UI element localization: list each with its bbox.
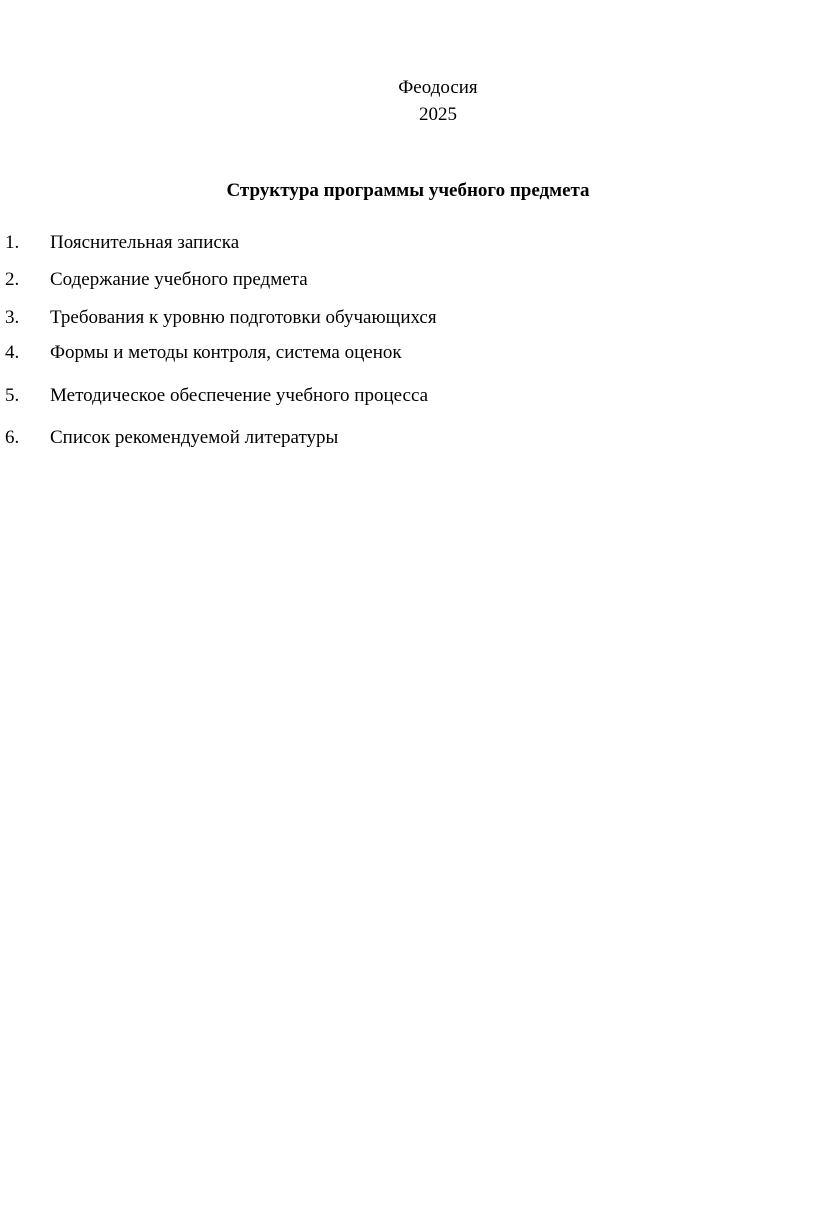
toc-item-2 <box>5 268 795 292</box>
toc-item-1 <box>5 231 795 255</box>
toc-item-number: 6. <box>5 427 20 448</box>
toc-item-text: Формы и методы контроля, система оценок <box>50 342 402 363</box>
toc-item-5 <box>5 384 795 408</box>
toc-item-number: 1. <box>5 232 20 253</box>
city-name: Феодосия <box>398 77 478 98</box>
toc-item-number: 5. <box>5 385 20 406</box>
year-label: 2025 <box>419 104 457 125</box>
toc-item-number: 3. <box>5 307 20 328</box>
toc-item-text: Содержание учебного предмета <box>50 269 308 290</box>
toc-item-number: 2. <box>5 269 20 290</box>
toc-item-text: Пояснительная записка <box>50 232 240 253</box>
toc-item-text: Список рекомендуемой литературы <box>50 427 339 448</box>
toc-item-text: Требования к уровню подготовки обучающихся <box>50 307 437 328</box>
toc-item-text: Методическое обеспечение учебного процесса <box>50 385 429 406</box>
toc-item-6 <box>5 426 795 450</box>
toc-item-3 <box>5 306 795 330</box>
toc-item-number: 4. <box>5 342 20 363</box>
toc-item-4 <box>5 341 795 365</box>
section-heading: Структура программы учебного предмета <box>226 180 590 201</box>
